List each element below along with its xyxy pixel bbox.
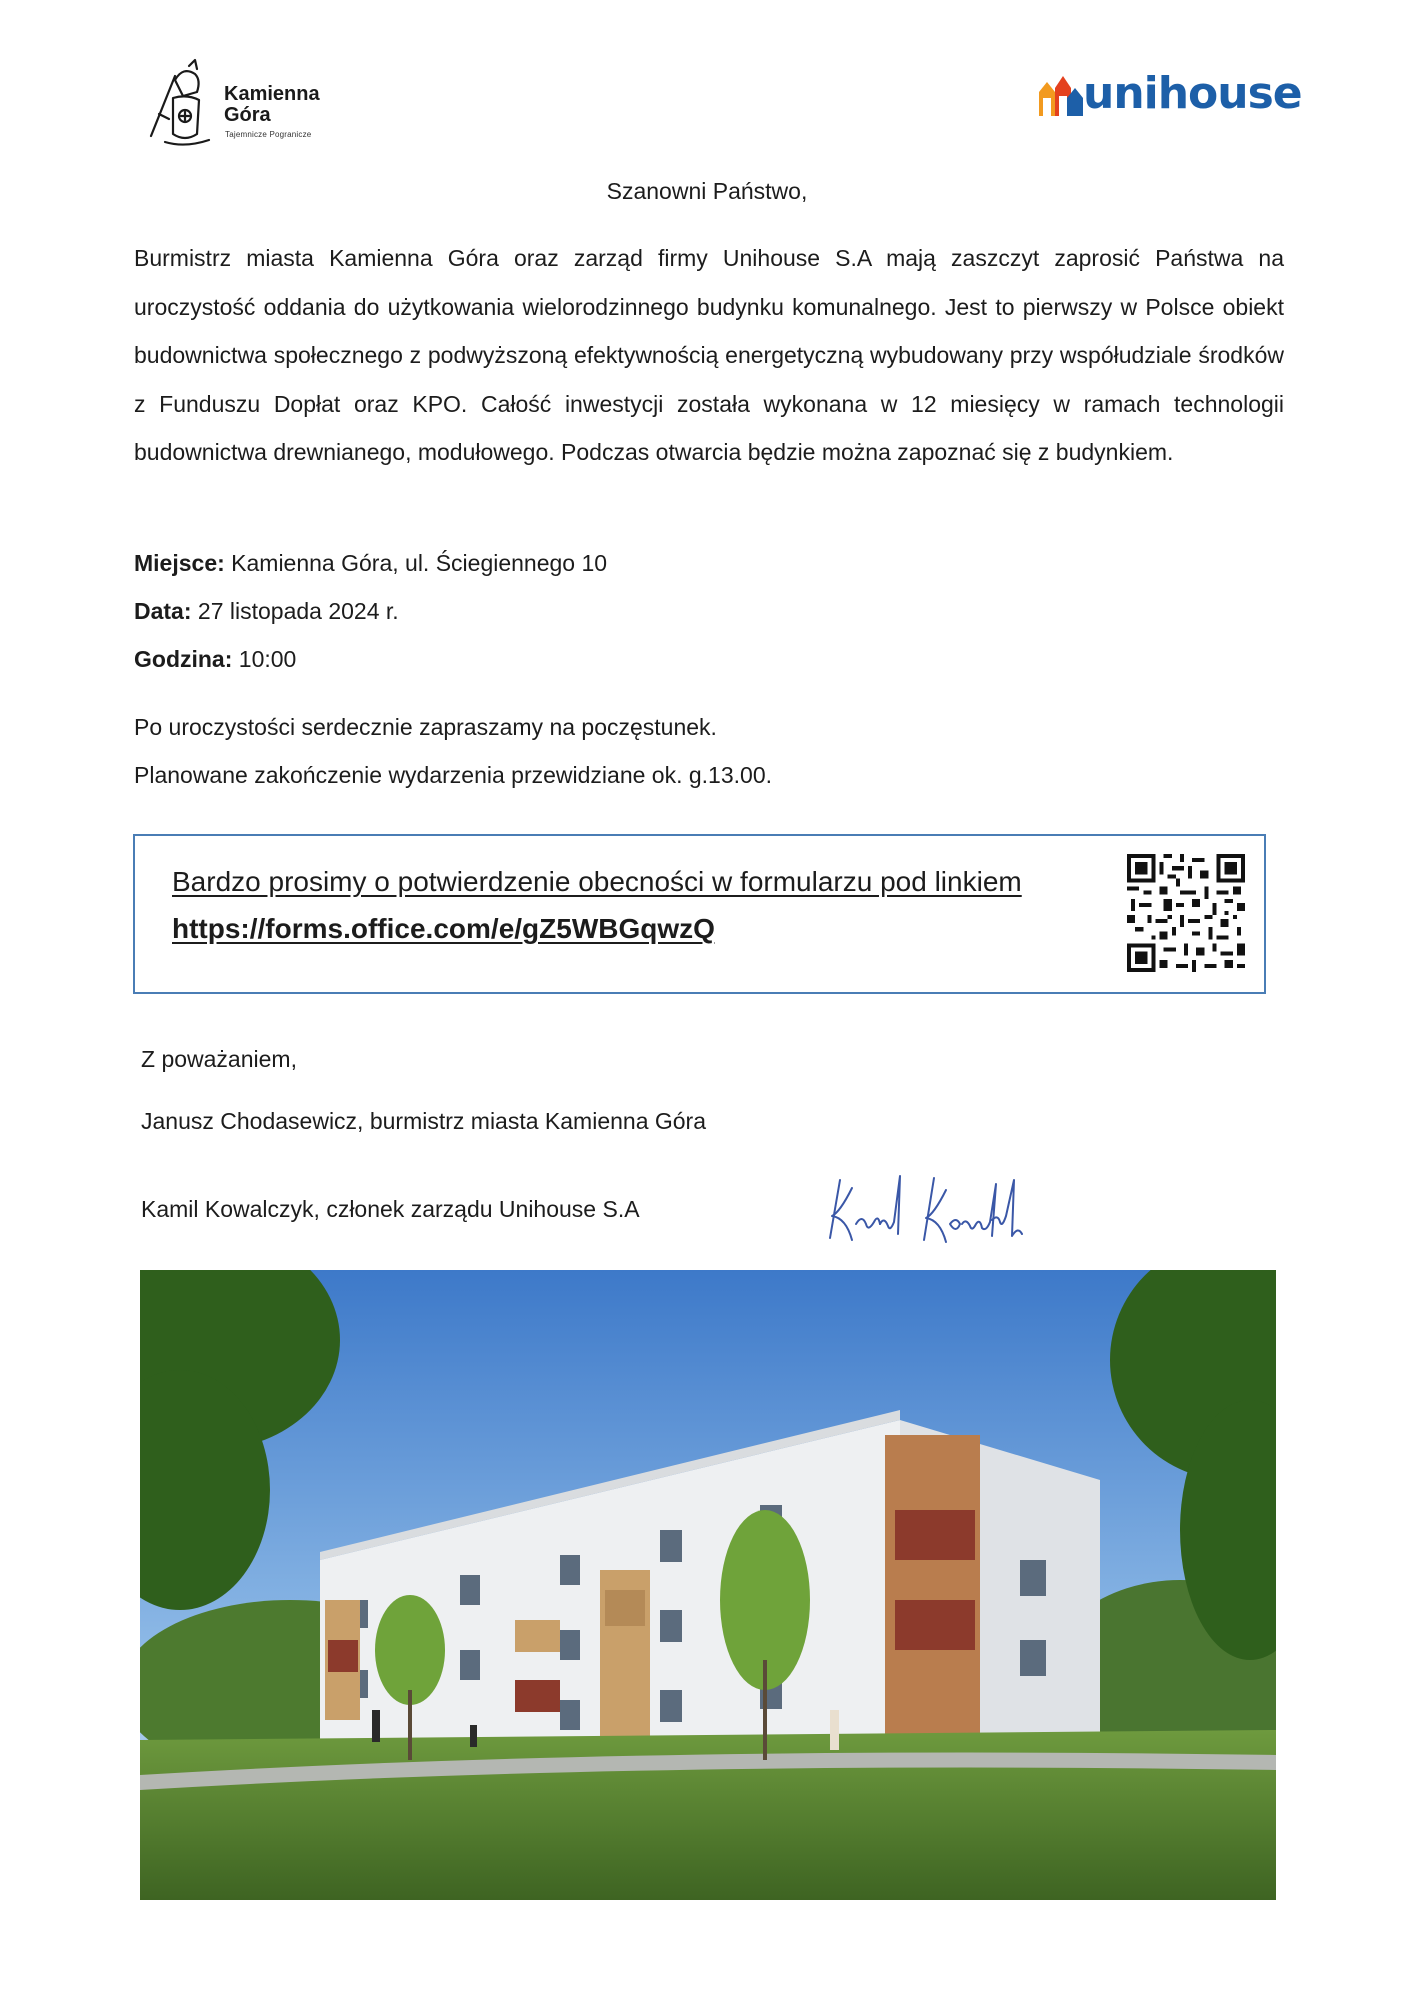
logo-tagline: Tajemnicze Pogranicze xyxy=(225,130,312,139)
reception-note: Po uroczystości serdecznie zapraszamy na poczęstunek. xyxy=(134,714,717,740)
handwritten-signature xyxy=(822,1168,1062,1248)
qr-code-icon xyxy=(1127,854,1245,972)
detail-place-label: Miejsce: xyxy=(134,550,225,576)
logo-name-line1: Kamienna xyxy=(224,83,320,105)
signer-board-member: Kamil Kowalczyk, członek zarządu Unihouse S.A xyxy=(141,1196,640,1222)
house-arrows-icon xyxy=(1035,72,1083,118)
detail-date xyxy=(134,598,399,625)
signer-mayor: Janusz Chodasewicz, burmistrz miasta Kamienna Góra xyxy=(141,1108,707,1134)
detail-time-value: 10:00 xyxy=(232,646,297,672)
detail-place xyxy=(134,550,607,577)
detail-time-label: Godzina: xyxy=(134,646,233,672)
regards: Z poważaniem, xyxy=(141,1046,297,1072)
rsvp-box xyxy=(133,834,1266,994)
unihouse-logo xyxy=(1035,68,1302,124)
knight-crest-icon xyxy=(145,58,217,150)
building-rendering xyxy=(140,1270,1276,1900)
invitation-body: Burmistrz miasta Kamienna Góra oraz zarząd firmy Unihouse S.A mają zaszczyt zaprosić Państwa na uroczystość oddania do użytkowania wielorodzinnego budynku komunalnego. Jest to pierwszy w Polsce obiekt budownictwa społecznego z podwyższoną efektywnością energetyczną wybudowany przy współudziale środków z Funduszu Dopłat oraz KPO. Całość inwestycji została wykonana w 12 miesięcy w ramach technologii budownictwa drewnianego, modułowego. Podczas otwarcia będzie można zapoznać się z budynkiem. xyxy=(134,245,1284,465)
detail-date-label: Data: xyxy=(134,598,192,624)
detail-date-value: 27 listopada 2024 r. xyxy=(191,598,399,624)
unihouse-wordmark: unihouse xyxy=(1083,68,1302,119)
end-time-note: Planowane zakończenie wydarzenia przewidziane ok. g.13.00. xyxy=(134,762,773,788)
greeting: Szanowni Państwo, xyxy=(606,178,808,204)
detail-place-value: Kamienna Góra, ul. Ściegiennego 10 xyxy=(224,550,608,576)
rsvp-request-text[interactable]: Bardzo prosimy o potwierdzenie obecności w formularzu pod linkiem xyxy=(172,866,1022,897)
detail-time xyxy=(134,646,296,673)
kamienna-gora-logo xyxy=(145,58,365,150)
logo-name-line2: Góra xyxy=(224,104,271,126)
rsvp-form-link[interactable]: https://forms.office.com/e/gZ5WBGqwzQ xyxy=(172,913,715,944)
